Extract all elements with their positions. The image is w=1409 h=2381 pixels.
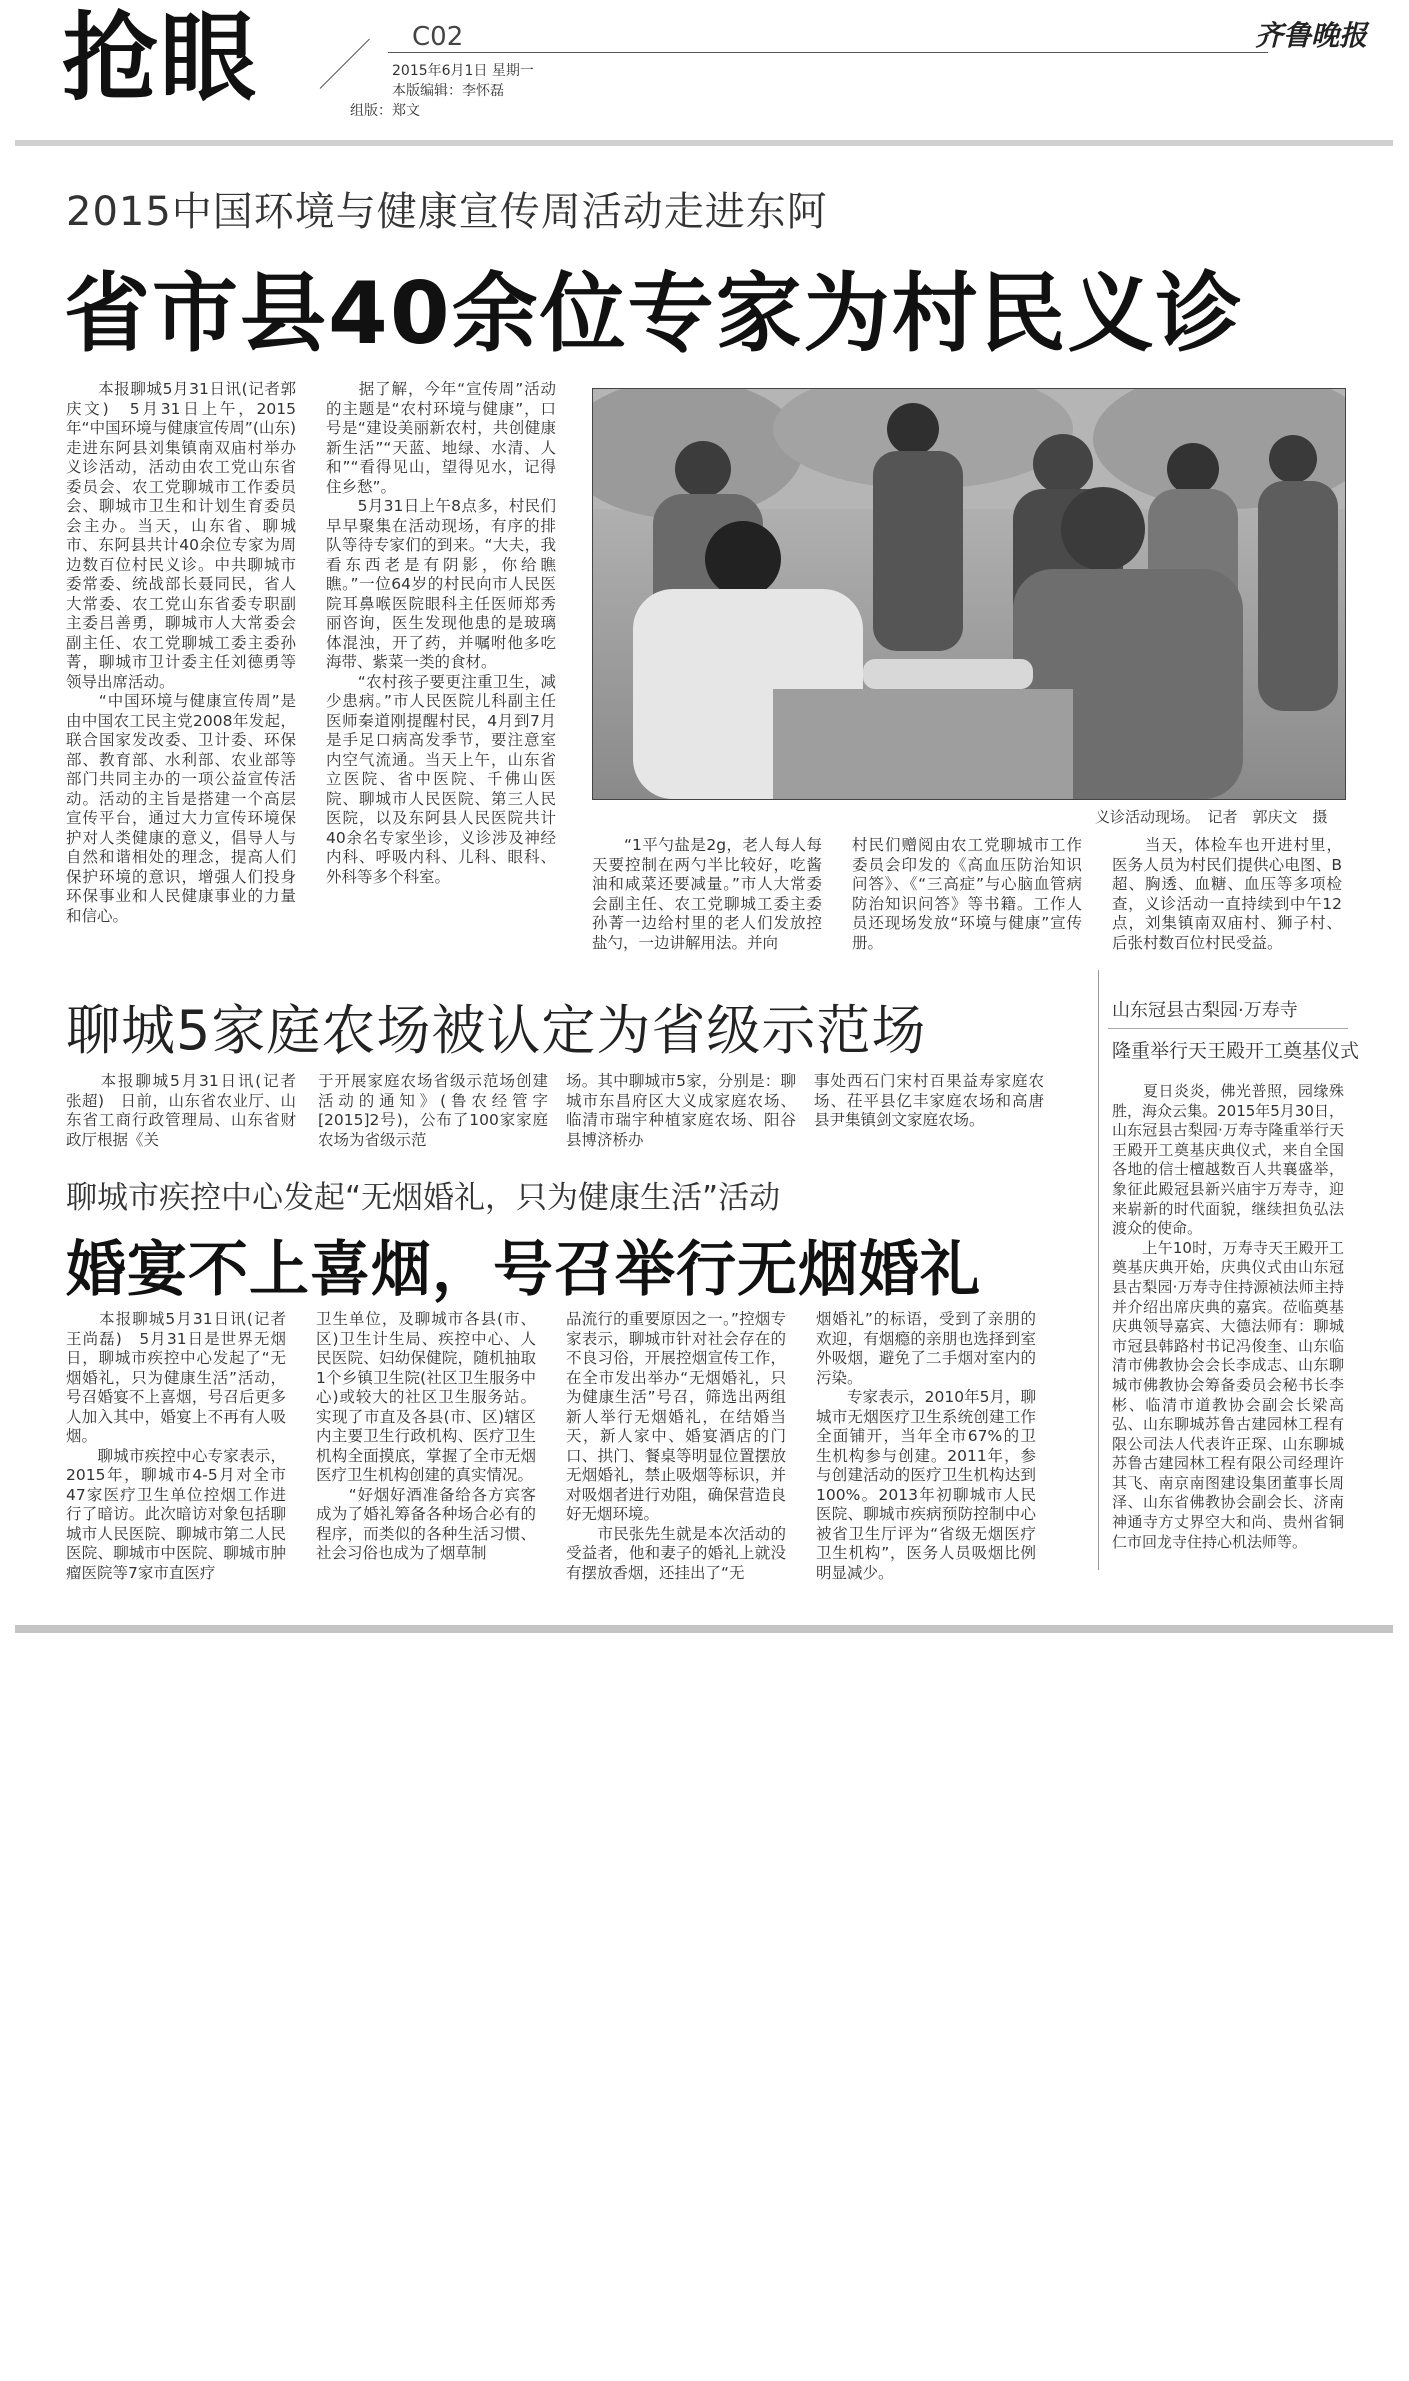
header-slash — [320, 39, 370, 89]
story3-headline: 婚宴不上喜烟，号召举行无烟婚礼 — [66, 1235, 981, 1305]
bottom-divider-band — [15, 1625, 1393, 1633]
story1-column-2: 据了解，今年“宣传周”活动的主题是“农村环境与健康”，口号是“建设美丽新农村，共创健康新生活”“天蓝、地绿、水清、人和”“看得见山，望得见水，记得住乡愁”。 5月31日上午8点多，村民们早早聚集在活动现场，有序的排队等待专家们的到来。“大夫，我看东西老是有阴影，你给瞧瞧。”一位64岁的村民向市人民医院耳鼻喉医院眼科主任医师郑秀丽咨询，医生发现他患的是玻璃体混浊，开了药，并嘱咐他多吃海带、紫菜一类的食材。 “农村孩子要更注重卫生，减少患病。”市人民医院儿科副主任医师秦道刚提醒村民，4月到7月是手足口病高发季节，要注意室内空气流通。当天上午，山东省立医院、省中医院、千佛山医院、聊城市人民医院、第三人民医院，以及东阿县人民医院共计40余名专家坐诊，义诊涉及神经内科、呼吸内科、儿科、眼科、外科等多个科室。 — [326, 380, 556, 886]
story2-column-4: 事处西石门宋村百果益寿家庭农场、茌平县亿丰家庭农场和高唐县尹集镇剑文家庭农场。 — [814, 1072, 1044, 1129]
designer-credit: 组版：郑文 — [350, 103, 420, 119]
story2-column-2: 于开展家庭农场省级示范场创建活动的通知》(鲁农经管字[2015]2号)，公布了100家家庭农场为省级示范 — [318, 1072, 548, 1149]
sidebar-title-rule — [1108, 1028, 1348, 1029]
story1-column-1: 本报聊城5月31日讯(记者郭庆文) 5月31日上午，2015年“中国环境与健康宣传周”(山东)走进东阿县刘集镇南双庙村举办义诊活动，活动由农工党山东省委员会、农工党聊城市工作委员会、聊城市卫生和计划生育委员会主办。当天，山东省、聊城市、东阿县共计40余位专家为周边数百位村民义诊。中共聊城市委常委、统战部长聂同民，省人大常委、农工党山东省委专职副主委吕善勇，聊城市人大常委会副主任、农工党聊城工委主委孙菁，聊城市卫计委主任刘德勇等领导出席活动。 “中国环境与健康宣传周”是由中国农工民主党2008年发起，联合国家发改委、卫计委、环保部、教育部、水利部、农业部等部门共同主办的一项公益宣传活动。活动的主旨是搭建一个高层宣传平台，通过大力宣传环境保护对人类健康的意义，倡导人与自然和谐相处的理念，提高人们保护环境的意识，增强人们投身环保事业和人民健康事业的力量和信心。 — [66, 380, 296, 925]
story2-column-3: 场。其中聊城市5家，分别是：聊城市东昌府区大义成家庭农场、临清市瑞宇种植家庭农场、阳谷县博济桥办 — [566, 1072, 796, 1149]
photo-image-icon — [593, 389, 1345, 799]
story3-column-2: 卫生单位，及聊城市各县(市、区)卫生计生局、疾控中心、人民医院、妇幼保健院，随机抽取1个乡镇卫生院(社区卫生服务中心)或较大的社区卫生服务站。实现了市直及各县(市、区)辖区内主要卫生行政机构、医疗卫生机构全面摸底，掌握了全市无烟医疗卫生机构创建的真实情况。 “好烟好酒准备给各方宾客成为了婚礼筹备各种场合必有的程序，而类似的各种生活习惯、社会习俗也成为了烟草制 — [316, 1310, 536, 1562]
story3-column-4: 烟婚礼”的标语，受到了亲朋的欢迎，有烟瘾的亲朋也选择到室外吸烟，避免了二手烟对室内的污染。 专家表示，2010年5月，聊城市无烟医疗卫生系统创建工作全面铺开，当年全市67%的卫生机构参与创建。2011年，参与创建活动的医疗卫生机构达到100%。2013年初聊城市人民医院、聊城市疾病预防控制中心被省卫生厅评为“省级无烟医疗卫生机构”，医务人员吸烟比例明显减少。 — [816, 1310, 1036, 1582]
story1-headline: 省市县40余位专家为村民义诊 — [64, 264, 1244, 364]
sidebar-body: 夏日炎炎，佛光普照，园缘殊胜，海众云集。2015年5月30日，山东冠县古梨园·万寿寺隆重举行天王殿开工奠基庆典仪式，来自全国各地的信士檀越数百人共襄盛举，象征此殿冠县新兴庙宇万寿寺，迎来崭新的时代面貌，继续担负弘法渡众的使命。 上午10时，万寿寺天王殿开工奠基庆典开始，庆典仪式由山东冠县古梨园·万寿寺住持源祯法师主持并介绍出席庆典的嘉宾。莅临奠基庆典领导嘉宾、大德法师有：聊城市冠县韩路村书记冯俊奎、山东临清市佛教协会会长李成志、山东聊城市佛教协会筹备委员会秘书长李彬、临清市道教协会副会长梁高弘、山东聊城苏鲁古建园林工程有限公司法人代表许正琛、山东聊城苏鲁古建园林工程有限公司经理许其飞、南京南图建设集团董事长周泽、山东省佛教协会副会长、济南神通寺方丈界空大和尚、贵州省铜仁市回龙寺住持心机法师等。 — [1112, 1082, 1344, 1551]
story1-column-5: 当天，体检车也开进村里，医务人员为村民们提供心电图、B超、胸透、血糖、血压等多项检查，义诊活动一直持续到中午12点，刘集镇南双庙村、狮子村、后张村数百位村民受益。 — [1112, 836, 1342, 952]
top-divider-band — [15, 140, 1393, 146]
sidebar-subtitle: 隆重举行天王殿开工奠基仪式 — [1112, 1040, 1360, 1062]
sidebar-divider — [1098, 970, 1099, 1570]
story1-column-4: 村民们赠阅由农工党聊城市工作委员会印发的《高血压防治知识问答》、《“三高症”与心脑血管病防治知识问答》等书籍。工作人员还现场发放“环境与健康”宣传册。 — [852, 836, 1082, 952]
story2-column-1: 本报聊城5月31日讯(记者 张超) 日前，山东省农业厅、山东省工商行政管理局、山东省财政厅根据《关 — [66, 1072, 312, 1149]
header-rule — [388, 52, 1268, 53]
news-photo — [592, 388, 1346, 800]
editor-credit: 本版编辑：李怀磊 — [392, 83, 504, 99]
story3-column-1: 本报聊城5月31日讯(记者 王尚磊) 5月31日是世界无烟日，聊城市疾控中心发起了“无烟婚礼，只为健康生活”活动，号召婚宴不上喜烟，号召后更多人加入其中，婚宴上不再有人吸烟。 聊城市疾控中心专家表示，2015年，聊城市4-5月对全市47家医疗卫生单位控烟工作进行了暗访。此次暗访对象包括聊城市人民医院、聊城市第二人民医院、聊城市中医院、聊城市肿瘤医院等7家市直医疗 — [66, 1310, 286, 1582]
story1-kicker: 2015中国环境与健康宣传周活动走进东阿 — [66, 189, 828, 235]
story1-column-3: “1平勺盐是2g，老人每人每天要控制在两勺半比较好，吃酱油和咸菜还要减量。”市人大常委会副主任、农工党聊城工委主委孙菁一边给村里的老人们发放控盐勺，一边讲解用法。并向 — [592, 836, 822, 952]
issue-date: 2015年6月1日 星期一 — [392, 63, 534, 79]
story3-kicker: 聊城市疾控中心发起“无烟婚礼，只为健康生活”活动 — [66, 1180, 781, 1216]
story3-column-3: 品流行的重要原因之一。”控烟专家表示，聊城市针对社会存在的不良习俗，开展控烟宣传工作，在全市发出举办“无烟婚礼，只为健康生活”号召，筛选出两组新人举行无烟婚礼，在结婚当天，新人家中、婚宴酒店的门口、拱门、餐桌等明显位置摆放无烟婚礼，禁止吸烟等标识，并对吸烟者进行劝阻，确保营造良好无烟环境。 市民张先生就是本次活动的受益者，他和妻子的婚礼上就没有摆放香烟，还挂出了“无 — [566, 1310, 786, 1582]
photo-caption: 义诊活动现场。 记者 郭庆文 摄 — [1095, 808, 1328, 826]
section-title: 抢眼 — [62, 1, 258, 114]
page-code: C02 — [412, 22, 464, 52]
paper-logo: 齐鲁晚报 — [1255, 19, 1368, 52]
sidebar-title: 山东冠县古梨园·万寿寺 — [1112, 1000, 1298, 1021]
story2-headline: 聊城5家庭农场被认定为省级示范场 — [66, 999, 927, 1062]
